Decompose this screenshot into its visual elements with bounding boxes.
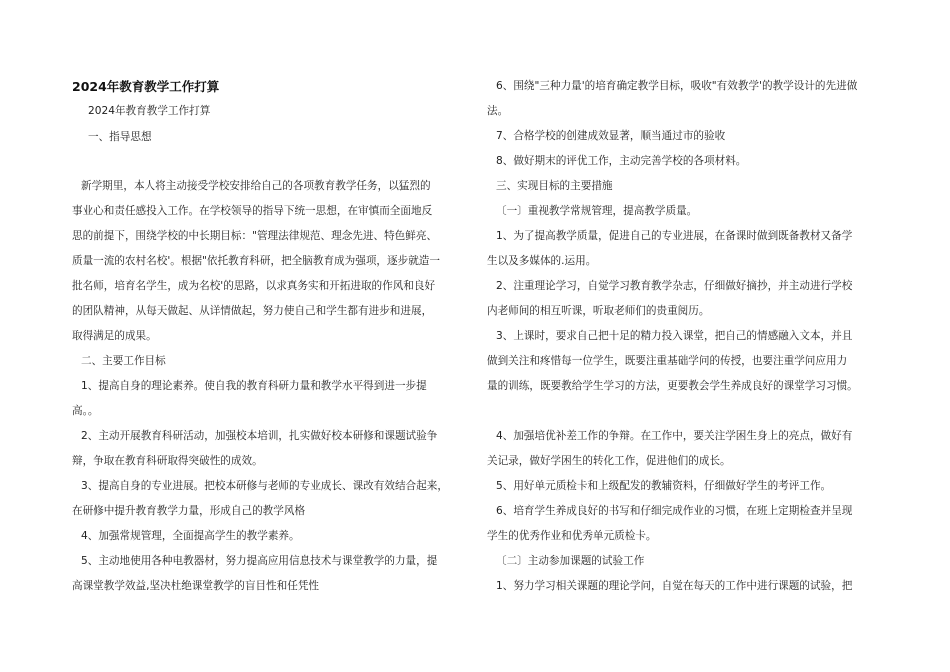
paragraph-line: 批名师，培育名学生，成为名校'的思路，以求真务实和开拓进取的作风和良好: [72, 280, 436, 292]
section-heading: 一、指导思想: [88, 131, 152, 143]
paragraph-line: 事业心和责任感投入工作。在学校领导的指导下统一思想，在审慎而全面地反: [72, 205, 433, 217]
list-item-line: 量的训练，既要教给学生学习的方法，更要教会学生养成良好的课堂学习习惯。: [487, 380, 858, 392]
paragraph-line: 新学期里，本人将主动接受学校安排给自己的各项教育教学任务，以猛烈的: [81, 180, 431, 192]
list-item-line: 生以及多媒体的.运用。: [487, 255, 597, 267]
paragraph-line: 质量一流的农村名校'。根据"依托教育科研，把全脑教育成为强项，逐步就造一: [72, 255, 440, 267]
list-item-line: 在研修中提升教育教学力量，形成自己的教学风格: [72, 505, 306, 517]
list-item-line: 3、上课时，要求自己把十足的精力投入课堂，把自己的情感融入文本，并且: [496, 330, 853, 342]
list-item-line: 5、主动地使用各种电教器材，努力提高应用信息技术与课堂教学的力量，提: [81, 555, 438, 567]
paragraph-line: 的团队精神，从每天做起、从详情做起，努力使自己和学生都有进步和进展，: [72, 305, 433, 317]
list-item-line: 2、主动开展教育科研活动，加强校本培训，扎实做好校本研修和课题试验争: [81, 430, 438, 442]
list-item-line: 1、努力学习相关课题的理论学问，自觉在每天的工作中进行课题的试验，把: [496, 580, 853, 592]
paragraph-line: 取得满足的成果。: [72, 330, 157, 342]
subsection-heading: 〔二〕主动参加课题的试验工作: [496, 555, 645, 567]
list-item-line: 3、提高自身的专业进展。把校本研修与老师的专业成长、课改有效结合起来，: [81, 480, 448, 492]
list-item-line: 5、用好单元质检卡和上级配发的教辅资料，仔细做好学生的考评工作。: [496, 480, 832, 492]
list-item-line: 高课堂教学效益,坚决杜绝课堂教学的盲目性和任凭性: [72, 580, 320, 592]
list-item-line: 做到关注和疼惜每一位学生，既要注重基础学问的传授，也要注重学问应用力: [487, 355, 848, 367]
list-item-line: 关记录，做好学困生的转化工作，促进他们的成长。: [487, 455, 731, 467]
document-title: 2024年教育教学工作打算: [72, 79, 220, 94]
section-heading: 二、主要工作目标: [81, 355, 166, 367]
list-item-line: 6、围绕"三种力量'的培育确定教学目标，吸收"有效教学'的教学设计的先进做: [496, 80, 858, 92]
subtitle-line: 2024年教育教学工作打算: [88, 105, 211, 117]
paragraph-line: 思的前提下，围绕学校的中长期目标："管理法律规范、理念先进、特色鲜亮、: [72, 230, 438, 242]
list-item-line: 7、合格学校的创建成效显著，顺当通过市的验收: [496, 130, 726, 142]
list-item-line: 4、加强培优补差工作的争辩。在工作中，要关注学困生身上的亮点，做好有: [496, 430, 853, 442]
section-heading: 三、实现目标的主要措施: [496, 180, 613, 192]
list-item-line: 学生的优秀作业和优秀单元质检卡。: [487, 530, 657, 542]
list-item-line: 高。。: [72, 405, 99, 417]
list-item-line: 6、培育学生养成良好的书写和仔细完成作业的习惯，在班上定期检查并呈现: [496, 505, 853, 517]
list-item-line: 内老师间的相互听课，听取老师们的贵重阅历。: [487, 305, 710, 317]
list-item-line: 4、加强常规管理，全面提高学生的教学素养。: [81, 530, 300, 542]
list-item-line: 法。: [487, 105, 509, 117]
list-item-line: 1、为了提高教学质量，促进自己的专业进展，在备课时做到既备教材又备学: [496, 230, 853, 242]
subsection-heading: 〔一〕重视教学常规管理，提高教学质量。: [496, 205, 698, 217]
list-item-line: 8、做好期末的评优工作，主动完善学校的各项材料。: [496, 155, 747, 167]
list-item-line: 1、提高自身的理论素养。使自我的教育科研力量和教学水平得到进一步提: [81, 380, 427, 392]
list-item-line: 辩，争取在教育科研取得突破性的成效。: [72, 455, 263, 467]
list-item-line: 2、注重理论学习，自觉学习教育教学杂志，仔细做好摘抄，并主动进行学校: [496, 280, 853, 292]
